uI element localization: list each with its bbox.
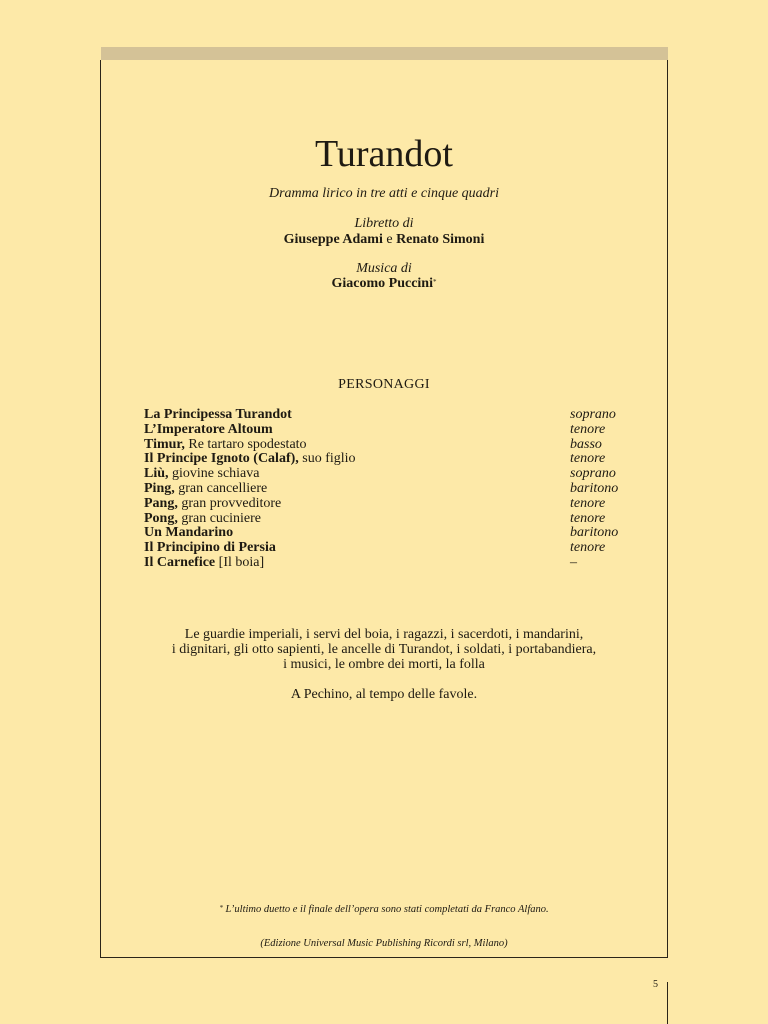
chorus-paragraph <box>101 628 667 672</box>
voice-type: basso <box>570 436 602 452</box>
voice-type: – <box>570 554 577 570</box>
cast-row <box>144 452 624 467</box>
role-name: Pong, <box>144 510 178 526</box>
edition-note: (Edizione Universal Music Publishing Ricordi srl, Milano) <box>260 938 508 949</box>
role-desc: suo figlio <box>298 451 356 467</box>
cast-row <box>144 526 624 541</box>
voice-type: tenore <box>570 451 606 467</box>
libretto-label: Libretto di <box>354 216 414 231</box>
role-name: La Principessa Turandot <box>144 407 292 422</box>
role-desc: [Il boia] <box>215 554 265 570</box>
top-banner-bar <box>101 47 668 60</box>
role-desc: gran provveditore <box>177 495 282 511</box>
frame-bottom-rule <box>100 957 668 958</box>
cast-row <box>144 541 624 556</box>
librettist-joiner: e <box>382 232 397 247</box>
role-name: Ping, <box>144 480 175 496</box>
role-name: Liù, <box>144 466 169 482</box>
cast-row <box>144 497 624 512</box>
voice-type: soprano <box>570 466 616 482</box>
role-name: Pang, <box>144 495 178 511</box>
composer-name: Giacomo Puccini <box>331 276 433 291</box>
music-label: Musica di <box>356 261 412 276</box>
role-name: Il Principino di Persia <box>144 540 276 556</box>
frame-right-rule <box>667 60 668 957</box>
chorus-line: i musici, le ombre dei morti, la folla <box>283 656 485 672</box>
subtitle: Dramma lirico in tre atti e cinque quadri <box>268 186 500 201</box>
cast-row <box>144 423 624 438</box>
cast-list <box>144 408 624 571</box>
librettist-2: Renato Simoni <box>396 232 485 247</box>
role-desc: gran cuciniere <box>177 510 262 526</box>
role-name: Il Carnefice <box>144 554 216 570</box>
cast-row <box>144 482 624 497</box>
footnote-text: L’ultimo duetto e il finale dell’opera sono stati completati da Franco Alfano. <box>222 904 549 915</box>
personaggi-heading: PERSONAGGI <box>338 377 430 392</box>
voice-type: tenore <box>570 510 606 526</box>
footnote <box>101 903 667 917</box>
chorus-line: Le guardie imperiali, i servi del boia, i ragazzi, i sacerdoti, i mandarini, <box>184 627 584 642</box>
cast-row <box>144 408 624 423</box>
librettist-1: Giuseppe Adami <box>283 232 383 247</box>
role-name: Un Mandarino <box>144 525 234 541</box>
role-desc: gran cancelliere <box>174 480 268 496</box>
voice-type: tenore <box>570 495 606 511</box>
composer-footnote-mark: * <box>433 278 437 286</box>
cast-row <box>144 438 624 453</box>
footnote-mark: * <box>219 904 223 912</box>
librettists <box>101 232 667 248</box>
voice-type: baritono <box>570 480 619 496</box>
voice-type: soprano <box>570 407 616 422</box>
page-title: Turandot <box>315 133 453 175</box>
cast-row <box>144 556 624 571</box>
role-desc: giovine schiava <box>168 466 260 482</box>
chorus-line: i dignitari, gli otto sapienti, le ancelle di Turandot, i soldati, i portabandiera, <box>171 641 597 657</box>
cast-row <box>144 512 624 527</box>
role-desc: Re tartaro spodestato <box>184 436 307 452</box>
voice-type: tenore <box>570 421 606 437</box>
role-name: Timur, <box>144 436 185 452</box>
cast-row <box>144 467 624 482</box>
voice-type: baritono <box>570 525 619 541</box>
setting-line: A Pechino, al tempo delle favole. <box>290 687 478 702</box>
role-name: L’Imperatore Altoum <box>144 421 273 437</box>
voice-type: tenore <box>570 540 606 556</box>
role-name: Il Principe Ignoto (Calaf), <box>144 451 299 467</box>
page-number: 5 <box>653 979 658 990</box>
page-number-rule <box>667 982 668 1024</box>
composer <box>101 276 667 292</box>
